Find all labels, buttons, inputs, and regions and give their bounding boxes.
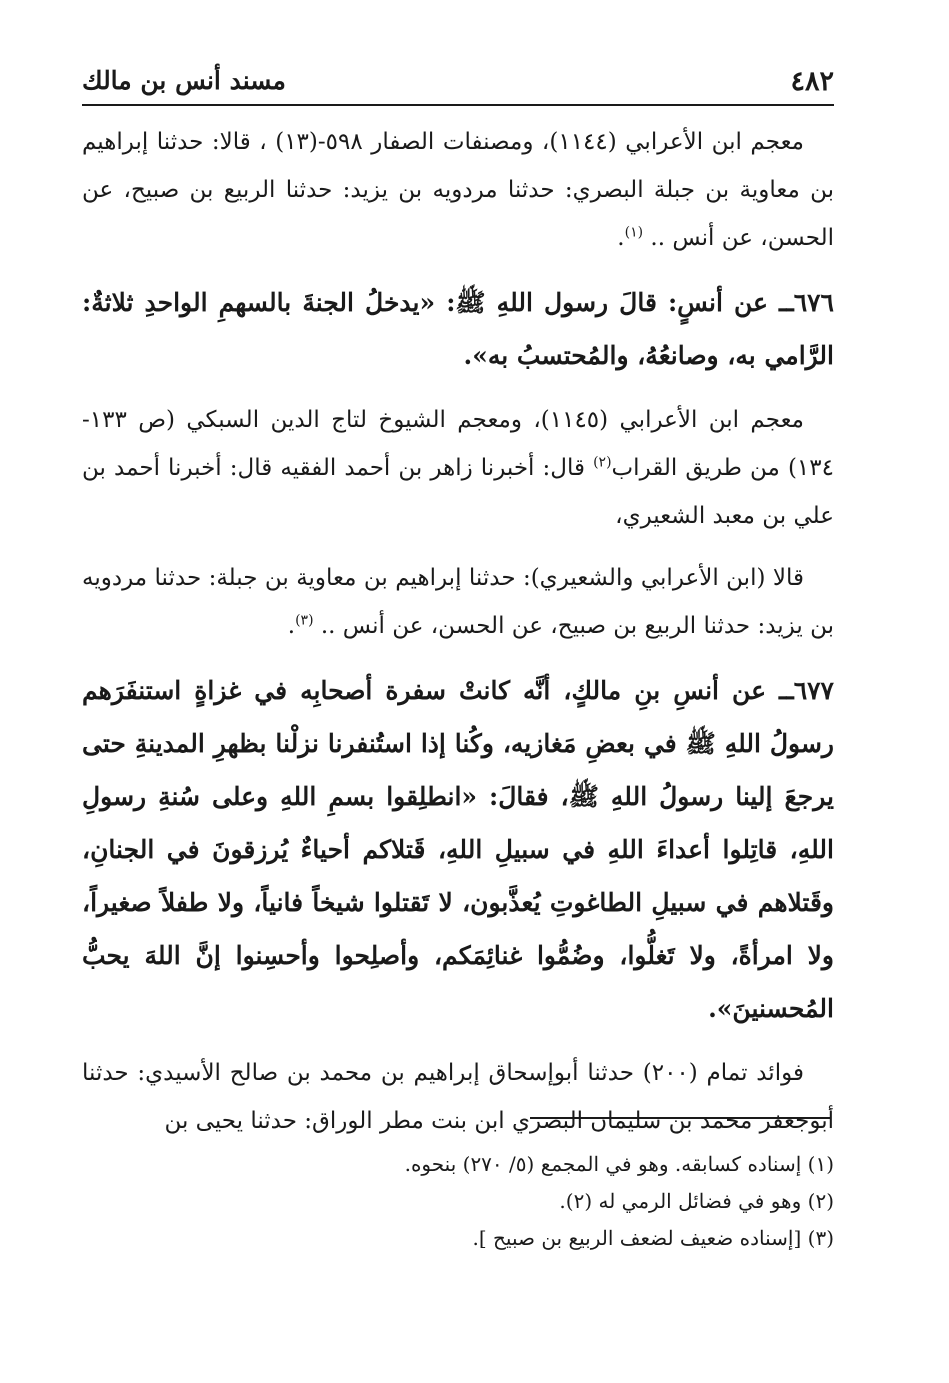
page-body	[82, 118, 834, 1145]
hadith-676: ٦٧٦ــ عن أنسٍ: قالَ رسول اللهِ ﷺ: «يدخلُ الجنةَ بالسهمِ الواحدِ ثلاثةٌ: الرَّامي به، وصانعُهُ، والمُحتسبُ به».	[82, 288, 834, 370]
running-head: مسند أنس بن مالك	[82, 66, 286, 95]
source-text-continued: قال: أخبرنا زاهر بن أحمد الفقيه قال: أخبرنا أحمد بن علي بن معبد الشعيري،	[82, 455, 834, 529]
source-text: معجم ابن الأعرابي (١١٤٥)، ومعجم الشيوخ لتاج الدين السبكي (ص ١٣٣- ١٣٤) من طريق القراب	[82, 407, 834, 481]
footnote-2: (٢) وهو في فضائل الرمي له (٢).	[559, 1189, 834, 1213]
source-text: معجم ابن الأعرابي (١١٤٤)، ومصنفات الصفار ٥٩٨-(١٣) ، قالا: حدثنا إبراهيم بن معاوية بن جبلة البصري: حدثنا مردويه بن يزيد: حدثنا الربيع بن صبيح، عن الحسن، عن أنس ..	[82, 129, 834, 251]
footnotes	[82, 1146, 834, 1257]
footnote-ref-3: (٣)	[295, 612, 314, 629]
footnote-divider	[530, 1117, 831, 1119]
source-paragraph-2	[82, 396, 834, 540]
source-paragraph-1: معجم ابن الأعرابي (١١٤٤)، ومصنفات الصفار ٥٩٨-(١٣) ، قالا: حدثنا إبراهيم بن معاوية بن جبلة البصري: حدثنا مردويه بن يزيد: حدثنا الربيع بن صبيح، عن الحسن، عن أنس .. $^{(١)}$.	[82, 129, 834, 251]
source-paragraph-3: قالا (ابن الأعرابي والشعيري): حدثنا إبراهيم بن معاوية بن جبلة: حدثنا مردويه بن يزيد: حدثنا الربيع بن صبيح، عن الحسن، عن أنس .. $^{(٣)}$.	[82, 565, 834, 639]
source-text: قالا (ابن الأعرابي والشعيري): حدثنا إبراهيم بن معاوية بن جبلة: حدثنا مردويه بن يزيد: حدثنا الربيع بن صبيح، عن الحسن، عن أنس ..	[82, 565, 834, 639]
hadith-677: ٦٧٧ــ عن أنسِ بنِ مالكٍ، أنَّه كانتْ سفرة أصحابِه في غزاةٍ استنفَرَهم رسولُ اللهِ ﷺ في بعضِ مَغازيه، وكُنا إذا استُنفرنا نزلْنا بظهرِ المدينةِ حتى يرجعَ إلينا رسولُ اللهِ ﷺ، فقالَ: «انطلِقوا بسمِ اللهِ وعلى سُنةِ رسولِ اللهِ، قاتِلوا أعداءَ اللهِ في سبيلِ اللهِ، قَتلاكم أحياءٌ يُرزقونَ في الجنانِ، وقَتلاهم في سبيلِ الطاغوتِ يُعذَّبون، لا تَقتلوا شيخاً فانياً، ولا طفلاً صغيراً، ولا امرأةً، ولا تَغلُّوا، وضُمُّوا غنائِمَكم، وأصلِحوا وأحسِنوا إنَّ اللهَ يحبُّ المُحسنينَ».	[82, 676, 834, 1023]
footnote-1: (١) إسناده كسابقه. وهو في المجمع (٥/ ٢٧٠) بنحوه.	[404, 1152, 834, 1176]
footnote-3: (٣) [إسناده ضعيف لضعف الربيع بن صبيح ].	[472, 1226, 834, 1250]
source-paragraph-4: فوائد تمام (٢٠٠) حدثنا أبوإسحاق إبراهيم بن محمد بن صالح الأسيدي: حدثنا أبوجعفر محمد بن سليمان البصري ابن بنت مطر الوراق: حدثنا يحيى بن	[82, 1060, 834, 1134]
footnote-ref-1: (١)	[624, 224, 644, 241]
footnote-ref-2: (٢)	[593, 454, 612, 471]
page-number: ٤٨٢	[790, 66, 834, 97]
page-header	[82, 64, 834, 106]
